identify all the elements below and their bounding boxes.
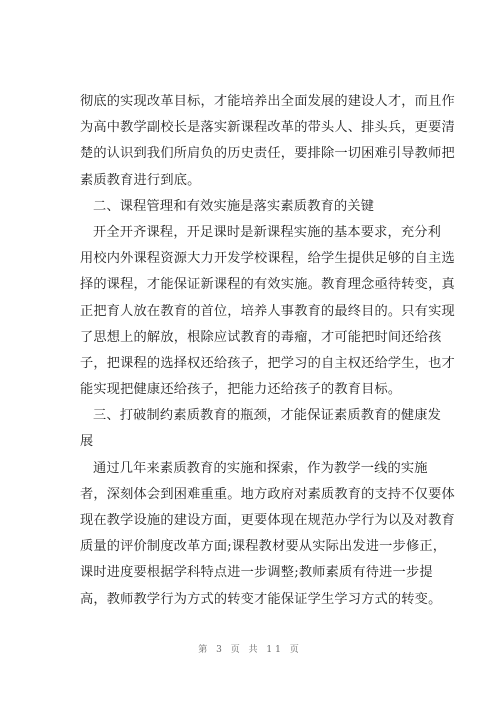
text-line: 子，把课程的选择权还给孩子，把学习的自主权还给学生，也才	[80, 355, 455, 371]
text-line: 开全开齐课程，开足课时是新课程实施的基本要求，充分利	[93, 224, 442, 240]
text-line: 素质教育进行到底。	[80, 172, 201, 188]
section-heading: 二、课程管理和有效实施是落实素质教育的关键	[93, 198, 375, 214]
page-number: 第 3 页 共 11 页	[198, 645, 302, 655]
text-line: 为高中教学副校长是落实新课程改革的带头人、排头兵，更要清	[80, 120, 455, 136]
text-line: 课时进度要根据学科特点进一步调整;教师素质有待进一步提	[80, 565, 433, 581]
text-line: 楚的认识到我们所肩负的历史责任，要排除一切困难引导教师把	[80, 146, 455, 162]
text-line: 能实现把健康还给孩子，把能力还给孩子的教育目标。	[80, 382, 402, 398]
section-heading: 三、打破制约素质教育的瓶颈，才能保证素质教育的健康发	[93, 408, 442, 424]
text-line: 者，深刻体会到困难重重。地方政府对素质教育的支持不仅要体	[80, 486, 455, 502]
body-text	[80, 89, 455, 613]
text-line: 了思想上的解放，根除应试教育的毒瘤，才可能把时间还给孩	[80, 329, 442, 345]
text-line: 用校内外课程资源大力开发学校课程，给学生提供足够的自主选	[80, 251, 455, 267]
text-line: 彻底的实现改革目标，才能培养出全面发展的建设人才，而且作	[80, 94, 455, 109]
text-line: 现在教学设施的建设方面，更要体现在规范办学行为以及对教育	[80, 513, 455, 528]
section-heading-continued: 展	[80, 434, 94, 450]
text-line: 择的课程，才能保证新课程的有效实施。教育理念亟待转变，真	[80, 277, 455, 293]
text-line: 通过几年来素质教育的实施和探索，作为教学一线的实施	[93, 460, 428, 476]
text-line: 正把育人放在教育的首位，培养人事教育的最终目的。只有实现	[80, 303, 455, 319]
text-line: 高，教师教学行为方式的转变才能保证学生学习方式的转变。	[80, 591, 442, 607]
text-line: 质量的评价制度改革方面;课程教材要从实际出发进一步修正，	[80, 539, 447, 555]
